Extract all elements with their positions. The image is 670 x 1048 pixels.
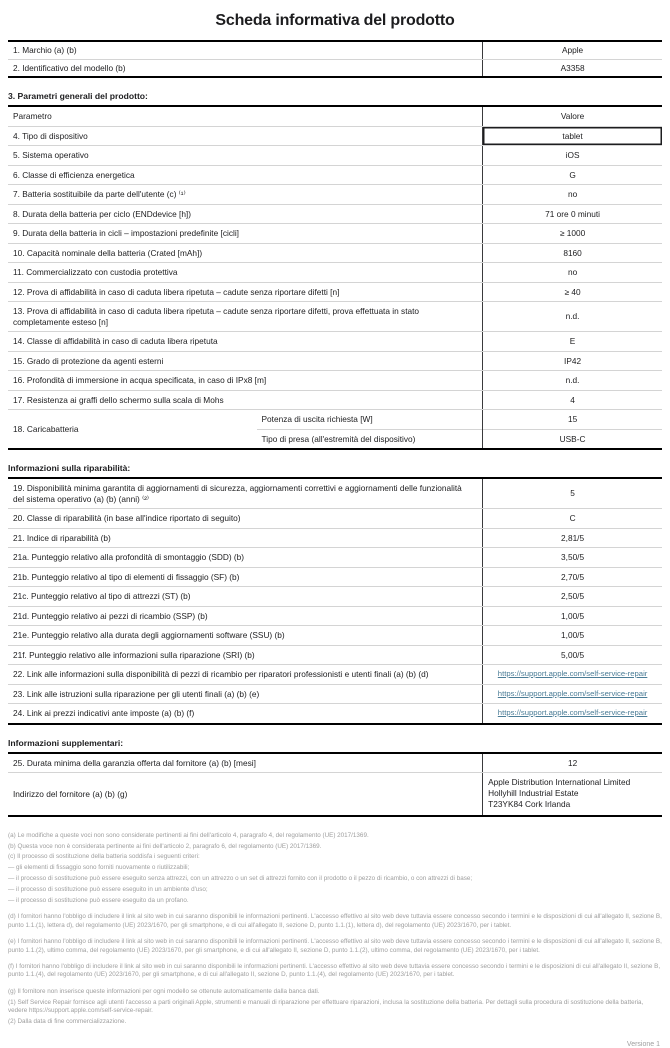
row-value — [482, 665, 662, 684]
general-parameters-table — [8, 105, 662, 450]
table-row — [8, 547, 662, 567]
table-row — [8, 508, 662, 528]
row-label: 19. Disponibilità minima garantita di aggiornamenti di sicurezza, aggiornamenti correttivi e aggiornamenti delle funzionalità del sistema operativo (a) (b) (anni) ⁽²⁾ — [13, 483, 462, 504]
row-label: 10. Capacità nominale della batteria (Crated [mAh]) — [13, 247, 203, 258]
row-label: 5. Sistema operativo — [13, 150, 89, 160]
section-heading-repairability: Informazioni sulla riparabilità: — [8, 463, 131, 473]
table-row — [8, 586, 662, 606]
row-value: 5 — [482, 479, 662, 508]
table-row — [8, 262, 662, 282]
row-value: no — [482, 263, 662, 282]
row-label: 21e. Punteggio relativo alla durata degli aggiornamenti software (SSU) (b) — [13, 630, 285, 640]
repair-instructions-link[interactable]: https://support.apple.com/self-service-repair — [497, 688, 648, 698]
row-value: 5,00/5 — [482, 646, 662, 665]
charger-row — [8, 409, 662, 448]
column-header-valore: Valore — [482, 107, 662, 126]
charger-sub-label: Tipo di presa (all'estremità del dispositivo) — [257, 429, 483, 449]
charger-sub-value: 15 — [567, 414, 578, 424]
row-label: 20. Classe di riparabilità (in base all'indice riportato di seguito) — [13, 513, 241, 523]
footnotes — [8, 832, 662, 1027]
footnote-bullet: — il processo di sostituzione può essere eseguito senza attrezzi, con un attrezzo o un set di attrezzi fornito con il prodotto o il pezzo di ricambio, o con attrezzi di base; — [8, 875, 473, 883]
column-header-parametro: Parametro — [13, 111, 52, 121]
row-label: 11. Commercializzato con custodia protettiva — [13, 267, 178, 277]
charger-sub-label: Potenza di uscita richiesta [W] — [261, 414, 373, 424]
row-value: 8160 — [482, 244, 662, 263]
row-label: 16. Profondità di immersione in acqua specificata, in caso di IPx8 [m] — [13, 375, 267, 385]
row-label: 21. Indice di riparabilità (b) — [13, 532, 111, 543]
row-label: 6. Classe di efficienza energetica — [13, 169, 135, 180]
row-value: G — [482, 166, 662, 185]
table-row — [8, 479, 662, 508]
row-value: 12 — [482, 754, 662, 773]
repairability-table — [8, 477, 662, 725]
footnote: (f) I fornitori hanno l'obbligo di includere il link al sito web in cui saranno disponibili le informazioni pertinenti. L'accesso effettivo al sito web deve tuttavia essere concesso secondo i termini e le disposizioni di cui all'allegato II, sezione B, punto 1.1.(4), del regolamento (UE) 2023/1670, per gli smartphone, e di cui all'allegato II, sezione D, punto 1.1.(4), del regolamento (UE) 2023/1670, per i tablet. — [8, 963, 661, 979]
row-value: 1,00/5 — [482, 626, 662, 645]
row-label: 13. Prova di affidabilità in caso di caduta libera ripetuta – cadute senza riportare difetti, prova effettuata in stato completamente esteso [n] — [13, 306, 420, 327]
section-heading-supplementary: Informazioni supplementari: — [8, 737, 124, 748]
section-heading-general: 3. Parametri generali del prodotto: — [8, 91, 148, 101]
spare-parts-link[interactable]: https://support.apple.com/self-service-repair — [497, 669, 648, 678]
table-row — [8, 645, 662, 665]
table-row — [8, 351, 662, 371]
table-row — [8, 331, 662, 351]
identification-table — [8, 40, 662, 78]
charger-subvalues — [482, 410, 662, 448]
row-label: 1. Marchio (a) (b) — [13, 45, 77, 55]
row-label: 15. Grado di protezione da agenti esterni — [13, 355, 164, 366]
address-line: Apple Distribution International Limited — [488, 777, 631, 787]
table-row — [8, 528, 662, 548]
supplier-row — [8, 772, 662, 815]
row-label: 21f. Punteggio relativo alle informazioni sulla riparazione (SRI) (b) — [13, 649, 255, 660]
row-value: E — [482, 332, 662, 351]
table-row — [8, 42, 662, 59]
row-value: n.d. — [482, 302, 662, 331]
page-title: Scheda informativa del prodotto — [215, 12, 455, 29]
row-label: 8. Durata della batteria per ciclo (ENDdevice [h]) — [13, 208, 192, 219]
row-label: Indirizzo del fornitore (a) (b) (g) — [13, 788, 128, 799]
table-row — [8, 703, 662, 723]
row-label: 4. Tipo di dispositivo — [13, 130, 88, 141]
row-label: 21b. Punteggio relativo al tipo di elementi di fissaggio (SF) (b) — [13, 571, 240, 582]
table-row — [8, 684, 662, 704]
table-row — [8, 204, 662, 224]
footnote: (1) Self Service Repair fornisce agli utenti l'accesso a parti originali Apple, strumenti e manuali di riparazione per effettuare riparazioni, inclusa la sostituzione della batteria. Per dettagli sulla procedura di sostituzione della batteria, vedere https://support.apple.com/self-service-repair. — [8, 998, 644, 1015]
footnote-bullet: — il processo di sostituzione può essere eseguito da un profano. — [8, 897, 189, 905]
table-row — [8, 223, 662, 243]
footnote: (e) I fornitori hanno l'obbligo di includere il link al sito web in cui saranno disponibili le informazioni pertinenti. L'accesso effettivo al sito web deve tuttavia essere concesso secondo i termini e le disposizioni di cui all'allegato II, sezione B, punto 1.1.(2), ultimo comma, del regolamento (UE) 2023/1670, per gli smartphone, e di cui all'allegato II, sezione D, punto 1.1.(2), ultimo comma, del regolamento (UE) 2023/1670, per i tablet. — [8, 938, 662, 954]
row-value: iOS — [482, 146, 662, 165]
table-row — [8, 165, 662, 185]
table-row — [8, 606, 662, 626]
row-value: 1,00/5 — [482, 607, 662, 626]
row-value: Apple — [482, 42, 662, 59]
address-line: Hollyhill Industrial Estate — [488, 788, 579, 799]
row-label: 2. Identificativo del modello (b) — [13, 62, 126, 73]
row-value — [482, 704, 662, 723]
row-value: no — [482, 185, 662, 204]
row-value: 71 ore 0 minuti — [482, 205, 662, 224]
table-row — [8, 59, 662, 77]
table-row — [8, 126, 662, 146]
row-label: 24. Link ai prezzi indicativi ante imposte (a) (b) (f) — [13, 708, 195, 718]
table-row — [8, 145, 662, 165]
row-value: C — [482, 509, 662, 528]
pretax-prices-link[interactable]: https://support.apple.com/self-service-repair — [497, 708, 648, 717]
footnote-bullet: — il processo di sostituzione può essere eseguito in un ambiente d'uso; — [8, 886, 208, 894]
row-label: 25. Durata minima della garanzia offerta dal fornitore (a) (b) [mesi] — [13, 757, 256, 768]
device-type-value: tablet — [482, 127, 662, 146]
row-label: 18. Caricabatteria — [13, 423, 79, 434]
row-label: 21a. Punteggio relativo alla profondità di smontaggio (SDD) (b) — [13, 552, 245, 562]
footnote-bullet: — gli elementi di fissaggio sono forniti nuovamente o riutilizzabili; — [8, 864, 190, 872]
table-row — [8, 567, 662, 587]
row-label: 7. Batteria sostituibile da parte dell'utente (c) ⁽¹⁾ — [13, 189, 186, 199]
row-value: 3,50/5 — [482, 548, 662, 567]
row-label: 12. Prova di affidabilità in caso di caduta libera ripetuta – cadute senza riportare difetti [n] — [13, 286, 340, 297]
row-label: 17. Resistenza ai graffi dello schermo sulla scala di Mohs — [13, 394, 224, 405]
row-label: 9. Durata della batteria in cicli – impostazioni predefinite [cicli] — [13, 228, 239, 238]
row-value: 2,50/5 — [482, 587, 662, 606]
version-label: Versione 1 — [626, 1040, 660, 1048]
table-row — [8, 625, 662, 645]
row-value: ≥ 40 — [482, 283, 662, 302]
footnote: (c) Il processo di sostituzione della batteria soddisfa i seguenti criteri: — [8, 853, 200, 861]
table-row — [8, 370, 662, 390]
supplier-address — [482, 773, 662, 815]
footnote: (b) Questa voce non è considerata pertinente ai fini dell'articolo 2, paragrafo 6, del regolamento (UE) 2017/1369. — [8, 842, 322, 850]
table-row — [8, 282, 662, 302]
table-row — [8, 301, 662, 331]
row-value: ≥ 1000 — [482, 224, 662, 243]
row-value: IP42 — [482, 352, 662, 371]
row-label: 21d. Punteggio relativo ai pezzi di ricambio (SSP) (b) — [13, 610, 208, 621]
row-value: A3358 — [482, 60, 662, 77]
charger-subrows — [257, 410, 483, 448]
supplementary-table — [8, 752, 662, 817]
row-label: 14. Classe di affidabilità in caso di caduta libera ripetuta — [13, 336, 218, 346]
charger-sub-value: USB-C — [483, 429, 662, 449]
row-value: 2,70/5 — [482, 568, 662, 587]
row-value: 2,81/5 — [482, 529, 662, 548]
row-value — [482, 685, 662, 704]
row-label: 21c. Punteggio relativo al tipo di attrezzi (ST) (b) — [13, 591, 191, 601]
row-label: 22. Link alle informazioni sulla disponibilità di pezzi di ricambio per riparatori professionisti e utenti finali (a) (b) (d) — [13, 669, 429, 679]
row-value: 4 — [482, 391, 662, 410]
table-row — [8, 184, 662, 204]
table-header-row — [8, 107, 662, 126]
table-row — [8, 664, 662, 684]
address-line: T23YK84 Cork Irlanda — [488, 799, 571, 810]
footnote: (d) I fornitori hanno l'obbligo di includere il link al sito web in cui saranno disponibili le informazioni pertinenti. L'accesso effettivo al sito web deve tuttavia essere concesso secondo i termini e le disposizioni di cui all'allegato II, sezione B, punto 1.1.(1), lettera d), del regolamento (UE) 2023/1670, per gli smartphone, e di cui all'allegato II, sezione D, punto 1.1.(1), lettera d), del regolamento (UE) 2023/1670, per i tablet. — [8, 913, 662, 929]
table-row — [8, 754, 662, 773]
footnote: (a) Le modifiche a queste voci non sono considerate pertinenti ai fini dell'articolo 4, paragrafo 4, del regolamento (UE) 2017/1369. — [8, 831, 369, 839]
footnote: (2) Dalla data di fine commercializzazione. — [8, 1018, 127, 1026]
row-label: 23. Link alle istruzioni sulla riparazione per gli utenti finali (a) (b) (e) — [13, 688, 260, 699]
table-row — [8, 390, 662, 410]
row-value: n.d. — [482, 371, 662, 390]
footnote: (g) Il fornitore non inserisce queste informazioni per ogni modello se ottenute automaticamente dalla banca dati. — [8, 987, 320, 995]
table-row — [8, 243, 662, 263]
